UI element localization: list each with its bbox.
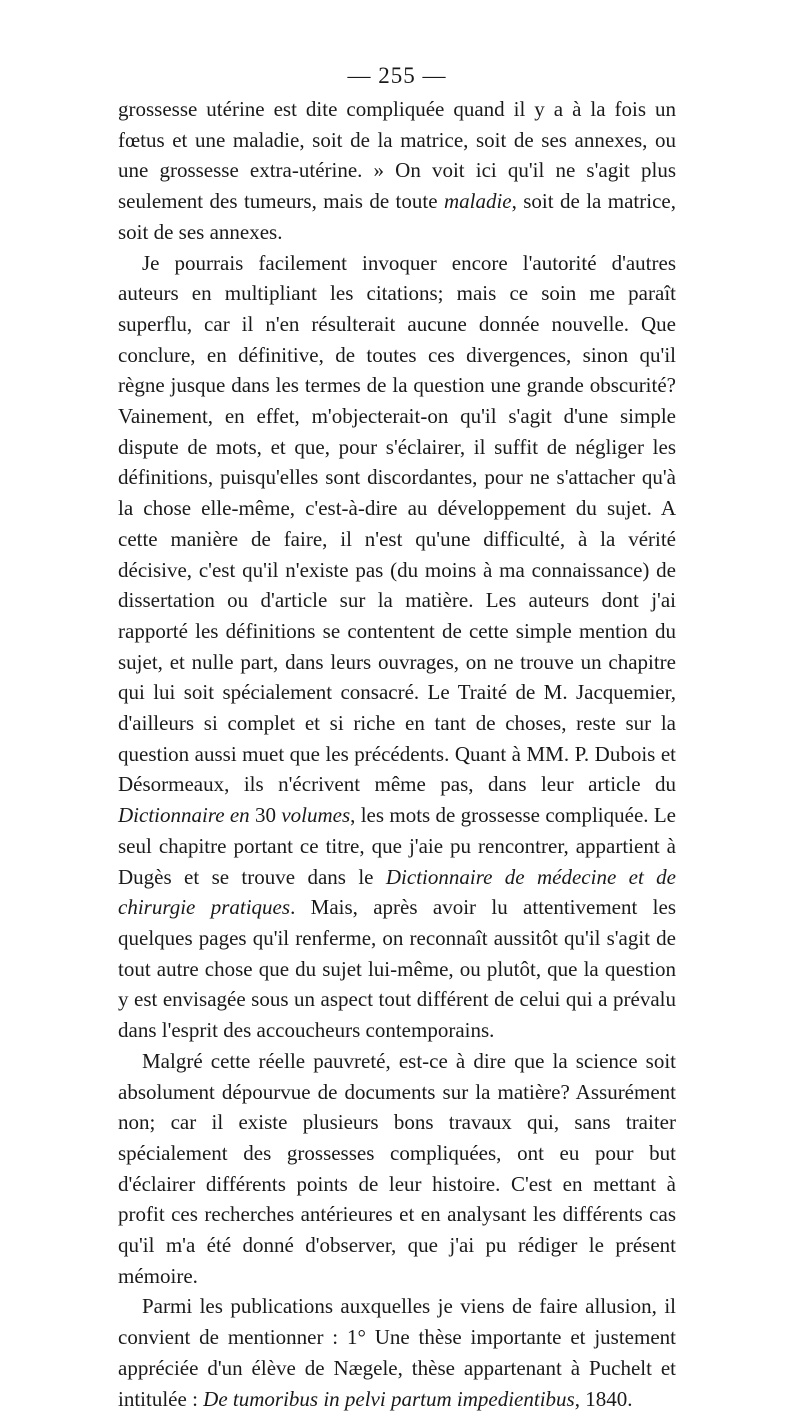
italic-text-segment: De tumoribus in pelvi partum impedientibus <box>203 1386 575 1411</box>
italic-text-segment: Dictionnaire de médecine et de chirurgie pratiques <box>118 864 676 920</box>
paragraph <box>118 1291 676 1414</box>
paragraph <box>118 1046 676 1292</box>
page-number: — 255 — <box>347 63 447 88</box>
italic-text-segment: volumes <box>281 803 351 828</box>
text-segment: Malgré cette réelle pauvreté, est-ce à dire que la science soit absolument dépourvue de documents sur la matière? Assurément non; car il existe plusieurs bons travaux qui, sans traiter spécialement des grossesses compliquées, ont eu pour but d'éclairer différents points de leur histoire. C'est en mettant à profit ces recherches antérieures et en analysant les différents cas qu'il m'a été donné d'observer, que j'ai pu rédiger le présent mémoire. <box>118 1048 676 1288</box>
italic-text-segment: Dictionnaire en <box>118 803 250 828</box>
italic-text-segment: maladie <box>443 189 512 214</box>
text-segment: 30 <box>249 803 282 828</box>
text-segment: , 1840. <box>574 1386 633 1411</box>
paragraph <box>118 94 676 248</box>
text-segment: grossesse utérine est dite compliquée quand il y a à la fois un fœtus et une maladie, soit de la matrice, soit de ses annexes, ou une grossesse extra-utérine. » On voit ici qu'il ne s'agit plus seulement des tumeurs, mais de toute <box>118 97 676 214</box>
paragraph <box>118 248 676 1046</box>
text-segment: . Mais, après avoir lu attentivement les quelques pages qu'il renferme, on reconnaît aussitôt qu'il s'agit de tout autre chose que du sujet lui-même, ou plutôt, que la question y est envisagée sous un aspect tout différent de celui qui a prévalu dans l'esprit des accoucheurs contemporains. <box>118 895 676 1043</box>
text-segment: , les mots de grossesse compliquée. Le seul chapitre portant ce titre, que j'aie pu rencontrer, appartient à Dugès et se trouve dans le <box>118 803 677 889</box>
text-segment: , soit de la matrice, soit de ses annexes. <box>118 189 676 244</box>
text-segment: Parmi les publications auxquelles je viens de faire allusion, il convient de mentionner : 1° Une thèse importante et justement appréciée d'un élève de Nægele, thèse appartenant à Puchelt et intitulée : <box>118 1294 676 1411</box>
body-text <box>118 94 676 1414</box>
text-segment: Je pourrais facilement invoquer encore l'autorité d'autres auteurs en multipliant les citations; mais ce soin me paraît superflu, car il n'en résulterait aucune donnée nouvelle. Que conclure, en définitive, de toutes ces divergences, sinon qu'il règne jusque dans les termes de la question une grande obscurité? Vainement, en effet, m'objecterait-on qu'il s'agit d'une simple dispute de mots, et que, pour s'éclairer, il suffit de négliger les définitions, puisqu'elles sont discordantes, pour ne s'attacher qu'à la chose elle-même, c'est-à-dire au développement du sujet. A cette manière de faire, il n'est qu'une difficulté, à la vérité décisive, c'est qu'il n'existe pas (du moins à ma connaissance) de dissertation ou d'article sur la matière. Les auteurs dont j'ai rapporté les définitions se contentent de cette simple mention du sujet, et nulle part, dans leurs ouvrages, on ne trouve un chapitre qui lui soit spécialement consacré. Le Traité de M. Jacquemier, d'ailleurs si complet et si riche en tant de choses, reste sur la question aussi muet que les précédents. Quant à MM. P. Dubois et Désormeaux, ils n'écrivent même pas, dans leur article du <box>118 250 676 797</box>
